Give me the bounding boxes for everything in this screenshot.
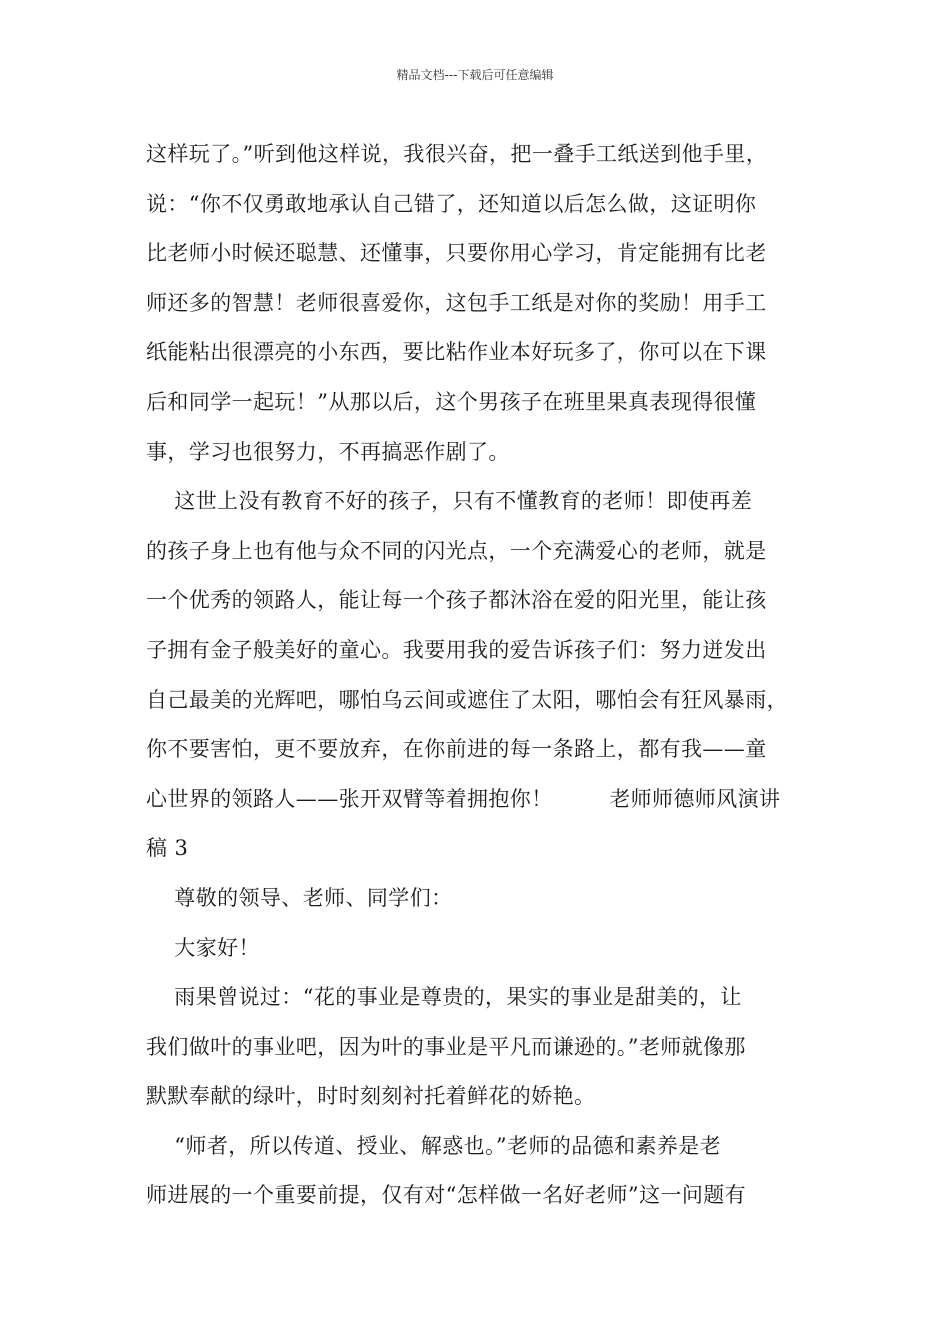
text-line: 你不要害怕，更不要放弃，在你前进的每一条路上，都有我——童 [146,737,767,762]
text-line: 子拥有金子般美好的童心。我要用我的爱告诉孩子们：努力迸发出 [146,637,767,662]
text-line: 心世界的领路人——张开双臂等着拥抱你！ 老师师德师风演讲 [146,786,781,811]
text-line: 我们做叶的事业吧，因为叶的事业是平凡而谦逊的。”老师就像那 [146,1034,746,1059]
text-line: 后和同学一起玩！”从那以后，这个男孩子在班里果真表现得很懂 [146,389,757,414]
text-line: 说：“你不仅勇敢地承认自己错了，还知道以后怎么做，这证明你 [146,191,757,216]
text-line: 默默奉献的绿叶，时时刻刻衬托着鲜花的娇艳。 [146,1084,596,1109]
text-line: 雨果曾说过：“花的事业是尊贵的，果实的事业是甜美的，让 [146,985,742,1010]
text-line: 这世上没有教育不好的孩子，只有不懂教育的老师！即使再差 [146,489,753,514]
text-line: 尊敬的领导、老师、同学们： [146,885,453,910]
text-line: “师者，所以传道、授业、解惑也。”老师的品德和素养是老 [146,1133,722,1158]
text-line: 事，学习也很努力，不再搞恶作剧了。 [146,439,510,464]
text-line: 大家好！ [146,935,260,960]
text-line: 的孩子身上也有他与众不同的闪光点，一个充满爱心的老师，就是 [146,538,767,563]
text-line: 师进展的一个重要前提，仅有对“怎样做一名好老师”这一问题有 [146,1183,747,1208]
text-line: 这样玩了。”听到他这样说，我很兴奋，把一叠手工纸送到他手里， [146,142,768,166]
text-line: 自己最美的光辉吧，哪怕乌云间或遮住了太阳，哪怕会有狂风暴雨， [146,687,788,712]
document-body [146,130,826,1221]
text-line: 比老师小时候还聪慧、还懂事，只要你用心学习，肯定能拥有比老 [146,241,767,266]
text-line: 师还多的智慧！老师很喜爱你，这包手工纸是对你的奖励！用手工 [146,290,767,315]
text-line: 一个优秀的领路人，能让每一个孩子都沐浴在爱的阳光里，能让孩 [146,588,767,613]
page-header: 精品文档---下载后可任意编辑 [396,68,554,82]
text-line: 纸能粘出很漂亮的小东西，要比粘作业本好玩多了，你可以在下课 [146,340,767,365]
text-line: 稿 3 [146,836,189,861]
